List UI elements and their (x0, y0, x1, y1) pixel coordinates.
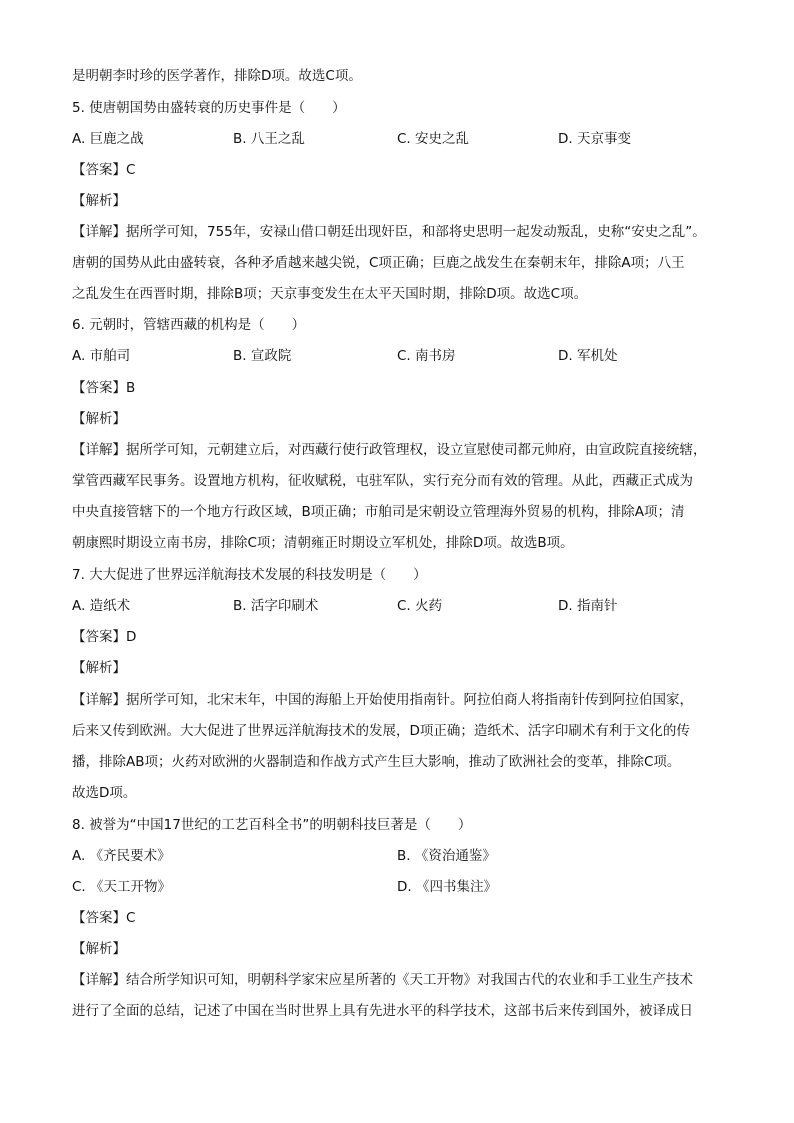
explanation-line: 【详解】据所学可知，755年，安禄山借口朝廷出现奸臣，和部将史思明一起发动叛乱，史称“安史之乱”。 (72, 224, 706, 240)
option-c: C. 安史之乱 (397, 131, 470, 147)
explanation-line: 中央直接管辖下的一个地方行政区域，B项正确；市舶司是宋朝设立管理海外贸易的机构，排除A项；清 (72, 504, 685, 520)
option-b: B. 《资治通鉴》 (397, 848, 496, 864)
option-d: D. 天京事变 (558, 131, 631, 147)
analysis-label: 【解析】 (72, 941, 126, 957)
option-d: D. 《四书集注》 (397, 879, 497, 895)
analysis-label: 【解析】 (72, 193, 126, 209)
explanation-line: 之乱发生在西晋时期，排除B项；天京事变发生在太平天国时期，排除D项。故选C项。 (72, 286, 588, 302)
analysis-label: 【解析】 (72, 660, 126, 676)
option-a: A. 市舶司 (72, 348, 131, 364)
option-a: A. 巨鹿之战 (72, 131, 144, 147)
option-d: D. 指南针 (558, 598, 618, 614)
explanation-line: 【详解】据所学可知，元朝建立后，对西藏行使行政管理权，设立宣慰使司都元帅府，由宣政院直接统辖， (72, 442, 707, 458)
explanation-line: 【详解】结合所学知识可知，明朝科学家宋应星所著的《天工开物》对我国古代的农业和手工业生产技术 (72, 972, 693, 988)
answer-label: 【答案】C (72, 162, 136, 178)
explanation-line: 【详解】据所学可知，北宋末年，中国的海船上开始使用指南针。阿拉伯商人将指南针传到阿拉伯国家， (72, 692, 693, 708)
option-d: D. 军机处 (558, 348, 618, 364)
explanation-line: 播，排除AB项；火药对欧洲的火器制造和作战方式产生巨大影响，推动了欧洲社会的变革，排除C项。 (72, 754, 681, 770)
option-c: C. 火药 (397, 598, 443, 614)
explanation-line: 唐朝的国势从此由盛转衰，各种矛盾越来越尖锐，C项正确；巨鹿之战发生在秦朝末年，排除A项；八王 (72, 255, 685, 271)
question-5: 5. 使唐朝国势由盛转衰的历史事件是（ ） (72, 100, 346, 116)
option-a: A. 造纸术 (72, 598, 131, 614)
option-b: B. 宣政院 (233, 348, 292, 364)
answer-label: 【答案】D (72, 629, 137, 645)
answer-label: 【答案】B (72, 380, 136, 396)
explanation-line: 故选D项。 (72, 785, 137, 801)
option-c: C. 《天工开物》 (72, 879, 172, 895)
option-b: B. 八王之乱 (233, 131, 305, 147)
option-c: C. 南书房 (397, 348, 456, 364)
analysis-label: 【解析】 (72, 411, 126, 427)
explanation-line: 进行了全面的总结，记述了中国在当时世界上具有先进水平的科学技术，这部书后来传到国外，被译成日 (72, 1003, 693, 1019)
explanation-line: 掌管西藏军民事务。设置地方机构，征收赋税，屯驻军队，实行充分而有效的管理。从此，西藏正式成为 (72, 473, 693, 489)
question-7: 7. 大大促进了世界远洋航海技术发展的科技发明是（ ） (72, 567, 427, 583)
answer-label: 【答案】C (72, 910, 136, 926)
question-8: 8. 被誉为“中国17世纪的工艺百科全书”的明朝科技巨著是（ ） (72, 817, 472, 833)
option-b: B. 活字印刷术 (233, 598, 319, 614)
explanation-line: 朝康熙时期设立南书房，排除C项；清朝雍正时期设立军机处，排除D项。故选B项。 (72, 535, 574, 551)
option-a: A. 《齐民要术》 (72, 848, 171, 864)
question-6: 6. 元朝时，管辖西藏的机构是（ ） (72, 317, 306, 333)
paragraph-line: 是明朝李时珍的医学著作，排除D项。故选C项。 (72, 68, 362, 84)
explanation-line: 后来又传到欧洲。大大促进了世界远洋航海技术的发展，D项正确；造纸术、活字印刷术有利于文化的传 (72, 723, 690, 739)
